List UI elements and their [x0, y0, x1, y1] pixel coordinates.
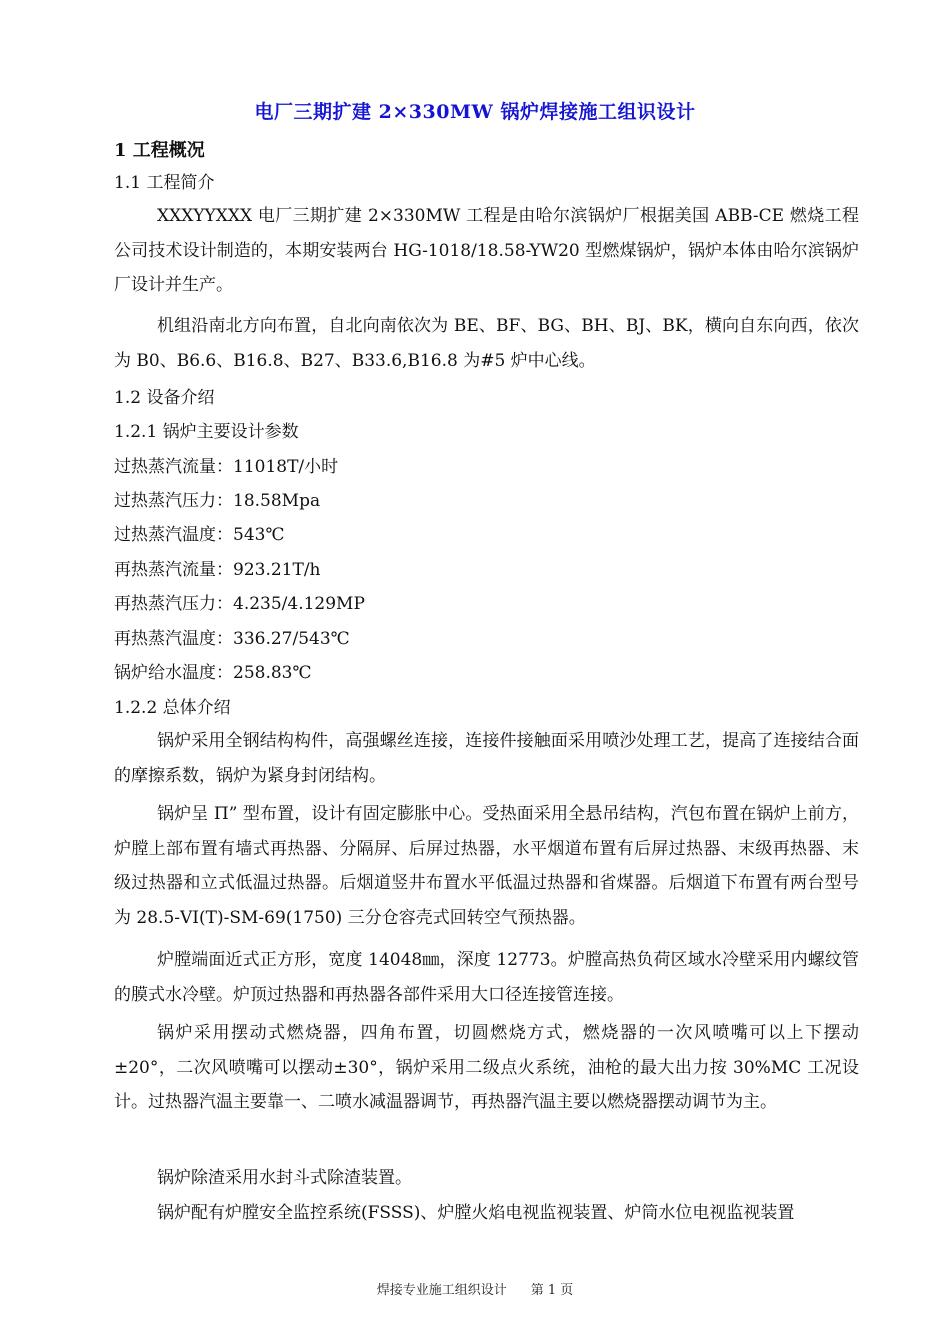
- subsection-heading: 1.2 设备介绍: [114, 388, 215, 408]
- document-title: 电厂三期扩建 2×330MW 锅炉焊接施工组识设计: [254, 101, 696, 123]
- param-line: 再热蒸汽流量：923.21T/h: [114, 560, 321, 580]
- paragraph: 锅炉呈 П” 型布置，设计有固定膨胀中心。受热面采用全悬吊结构，汽包布置在锅炉上前方，炉膛上部布置有墙式再热器、分隔屏、后屏过热器，水平烟道布置有后屏过热器、末级再热器、末级过热器和立式低温过热器。后烟道竖井布置水平低温过热器和省煤器。后烟道下布置有两台型号为 28.5-VI(T)-SM-69(1750) 三分仓容壳式回转空气预热器。: [114, 804, 859, 928]
- subsection-heading: 1.2.1 锅炉主要设计参数: [114, 422, 299, 442]
- param-line: 再热蒸汽温度：336.27/543℃: [114, 629, 350, 649]
- subsection-heading: 1.2.2 总体介绍: [114, 698, 231, 718]
- paragraph: 机组沿南北方向布置，自北向南依次为 BE、BF、BG、BH、BJ、BK，横向自东向西，依次为 B0、B6.6、B16.8、B27、B33.6,B16.8 为#5 炉中心线。: [114, 316, 859, 371]
- paragraph: 锅炉配有炉膛安全监控系统(FSSS)、炉膛火焰电视监视装置、炉筒水位电视监视装置: [157, 1203, 795, 1223]
- paragraph: XXXYYXXX 电厂三期扩建 2×330MW 工程是由哈尔滨锅炉厂根据美国 ABB-CE 燃烧工程公司技术设计制造的，本期安装两台 HG-1018/18.58-YW20 型燃煤锅炉，锅炉本体由哈尔滨锅炉厂设计并生产。: [114, 206, 859, 295]
- paragraph: 锅炉除渣采用水封斗式除渣装置。: [157, 1168, 412, 1188]
- footer-doc-title: 焊接专业施工组织设计: [376, 1283, 507, 1298]
- subsection-heading: 1.1 工程简介: [114, 173, 215, 193]
- param-line: 过热蒸汽温度：543℃: [114, 525, 285, 545]
- param-line: 过热蒸汽压力：18.58Mpa: [114, 491, 321, 511]
- page-footer: [0, 1279, 950, 1298]
- param-line: 锅炉给水温度：258.83℃: [114, 663, 312, 683]
- param-line: 过热蒸汽流量：11018T/小时: [114, 457, 339, 477]
- paragraph: 锅炉采用全钢结构构件，高强螺丝连接，连接件接触面采用喷沙处理工艺，提高了连接结合面的摩擦系数，锅炉为紧身封闭结构。: [114, 731, 859, 786]
- section-heading: 1 工程概况: [114, 140, 205, 161]
- paragraph: 锅炉采用摆动式燃烧器，四角布置，切圆燃烧方式，燃烧器的一次风喷嘴可以上下摆动±20°，二次风喷嘴可以摆动±30°，锅炉采用二级点火系统，油枪的最大出力按 30%MC 工况设计。过热器汽温主要靠一、二喷水减温器调节，再热器汽温主要以燃烧器摆动调节为主。: [114, 1023, 859, 1112]
- param-line: 再热蒸汽压力：4.235/4.129MP: [114, 594, 365, 614]
- paragraph: 炉膛端面近式正方形，宽度 14048㎜，深度 12773。炉膛高热负荷区域水冷壁采用内螺纹管的膜式水冷壁。炉顶过热器和再热器各部件采用大口径连接管连接。: [114, 950, 859, 1005]
- page-number: 第 1 页: [530, 1283, 574, 1298]
